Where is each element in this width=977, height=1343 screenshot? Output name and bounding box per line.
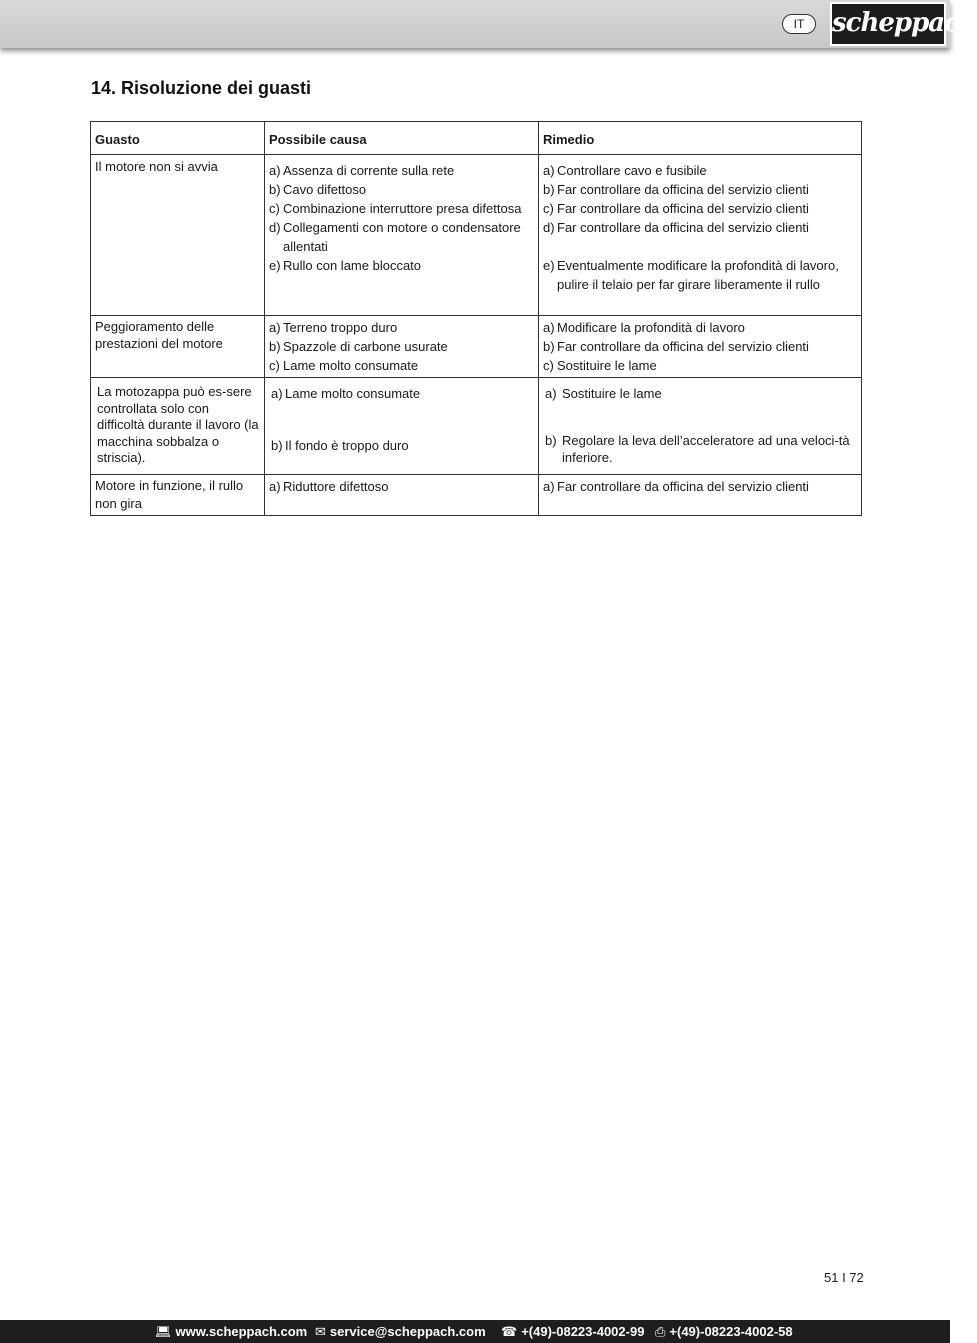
list-item: a) Terreno troppo duro xyxy=(269,320,398,335)
list-item: c) Combinazione interruttore presa difettosa xyxy=(269,201,522,216)
footer-website[interactable]: 💻︎ www.scheppach.com xyxy=(155,1324,308,1339)
fault-cell: Motore in funzione, il rullo non gira xyxy=(91,475,265,516)
footer-email[interactable]: ✉ service@scheppach.com xyxy=(315,1324,486,1339)
scheppach-logo: scheppach xyxy=(830,2,946,46)
remedy-cell xyxy=(539,475,862,516)
list-item: a) Riduttore difettoso xyxy=(269,479,389,494)
header-fault: Guasto xyxy=(91,122,265,155)
page-footer xyxy=(0,1320,950,1343)
table-row xyxy=(91,475,862,516)
remedy-cell xyxy=(539,155,862,316)
fax-icon: ⎙ xyxy=(655,1324,666,1339)
remedy-cell xyxy=(539,378,862,475)
fault-cell: Peggioramento delle prestazioni del motore xyxy=(91,316,265,378)
list-item: c) Sostituire le lame xyxy=(543,358,657,373)
list-item: b) Far controllare da officina del servizio clienti xyxy=(543,339,809,354)
table-header-row xyxy=(91,122,862,155)
footer-phone: ☎ +(49)-08223-4002-99 xyxy=(501,1324,645,1339)
cause-cell xyxy=(265,378,539,475)
list-item: b) Il fondo è troppo duro xyxy=(271,438,409,453)
computer-icon: 💻︎ xyxy=(155,1324,172,1339)
table-row xyxy=(91,316,862,378)
table-row xyxy=(91,378,862,475)
cause-cell xyxy=(265,316,539,378)
list-item: b) Regolare la leva dell’acceleratore ad una veloci-tà inferiore. xyxy=(545,433,850,465)
cause-cell xyxy=(265,155,539,316)
list-item: d) Collegamenti con motore o condensatore allentati xyxy=(269,220,521,254)
footer-fax: ⎙ +(49)-08223-4002-58 xyxy=(655,1324,793,1339)
list-item: a) Modificare la profondità di lavoro xyxy=(543,320,745,335)
phone-icon: ☎ xyxy=(501,1324,518,1339)
fault-cell: Il motore non si avvia xyxy=(91,155,265,316)
list-item: a) Sostituire le lame xyxy=(545,386,662,401)
remedy-cell xyxy=(539,316,862,378)
table-row xyxy=(91,155,862,316)
list-item: a) Controllare cavo e fusibile xyxy=(543,163,707,178)
list-item: c) Lame molto consumate xyxy=(269,358,419,373)
list-item: b) Spazzole di carbone usurate xyxy=(269,339,448,354)
section-title: 14. Risoluzione dei guasti xyxy=(91,78,312,98)
troubleshooting-table xyxy=(90,121,862,516)
list-item: e) Eventualmente modificare la profondità di lavoro, pulire il telaio per far girare liberamente il rullo xyxy=(543,258,839,292)
page-header xyxy=(0,0,977,48)
list-item: a) Assenza di corrente sulla rete xyxy=(269,163,455,178)
list-item: b) Far controllare da officina del servizio clienti xyxy=(543,182,809,197)
list-item: d) Far controllare da officina del servizio clienti xyxy=(543,220,809,235)
list-item: b) Cavo difettoso xyxy=(269,182,367,197)
mail-icon: ✉ xyxy=(315,1324,326,1339)
page-number: 51 I 72 xyxy=(824,1270,864,1285)
cause-cell xyxy=(265,475,539,516)
list-item: e) Rullo con lame bloccato xyxy=(269,258,422,273)
list-item: a) Far controllare da officina del servizio clienti xyxy=(543,479,809,494)
header-remedy: Rimedio xyxy=(539,122,862,155)
header-cause: Possibile causa xyxy=(265,122,539,155)
list-item: c) Far controllare da officina del servizio clienti xyxy=(543,201,809,216)
language-badge: IT xyxy=(782,14,816,34)
fault-cell: La motozappa può es-sere controllata solo con difficoltà durante il lavoro (la macchina sobbalza o striscia). xyxy=(91,378,265,475)
list-item: a) Lame molto consumate xyxy=(271,386,421,401)
